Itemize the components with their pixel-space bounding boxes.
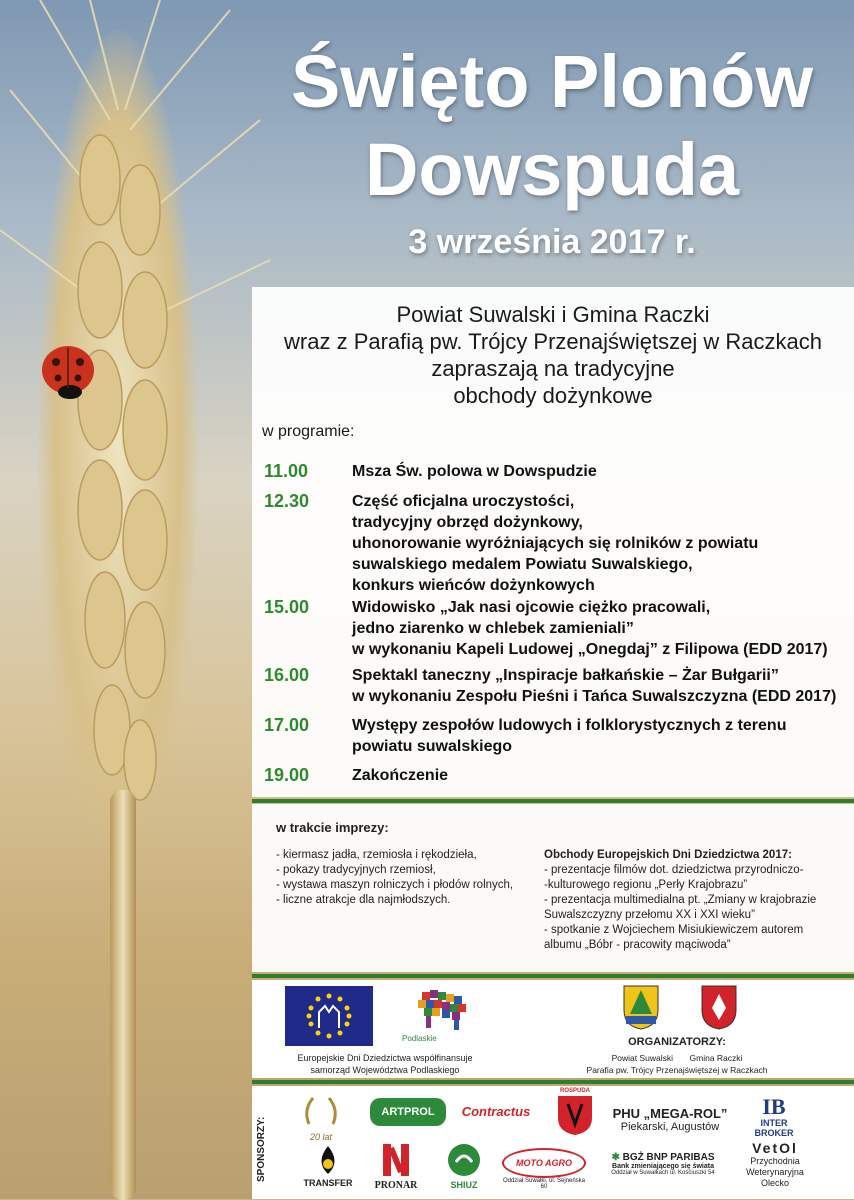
list-item: - liczne atrakcje dla najmłodszych. (276, 894, 451, 906)
program-line: Występy zespołów ludowych i folklorystycznych z terenu (352, 717, 787, 734)
list-item: - pokazy tradycyjnych rzemiosł, (276, 864, 436, 876)
eu-caption-line: Europejskie Dni Dziedzictwa współfinansuje (297, 1053, 473, 1063)
wheat-awns-illustration (0, 0, 280, 900)
vetol-sub: Olecko (760, 1178, 789, 1188)
bgz-star-icon: ✱ (611, 1152, 620, 1163)
bgz-sub: Bank zmieniającego się świata (612, 1163, 714, 1170)
intro-line: wraz z Parafią pw. Trójcy Przenajświętszej w Raczkach (284, 329, 822, 354)
contractus-text: Contractus (461, 1104, 531, 1119)
transfer-text: TRANSFER (303, 1178, 353, 1188)
wheat-stalk (110, 790, 136, 1200)
oil-drop-icon (313, 1144, 343, 1176)
heritage-days-list (544, 848, 850, 953)
program-time: 15.00 (264, 597, 310, 617)
jubilee-logo (296, 1094, 346, 1142)
event-title-line1: Święto Plonów (290, 40, 814, 123)
heritage-heading (544, 848, 850, 863)
program-time: 17.00 (264, 715, 310, 735)
shiuz-mark-icon (444, 1142, 484, 1178)
organizer-name: Powiat Suwalski (611, 1053, 673, 1063)
program-line: konkurs wieńców dożynkowych (352, 577, 595, 594)
organizer-name: Gmina Raczki (689, 1053, 743, 1063)
motoagro-text: MOTO AGRO (502, 1148, 586, 1178)
eu-stars-icon (285, 986, 373, 1046)
list-item: - prezentacja multimedialna pt. „Zmiany w krajobrazie (544, 894, 817, 906)
program-desc (352, 597, 854, 660)
contractus-logo (456, 1104, 536, 1119)
program-line: Spektakl taneczny „Inspiracje bałkańskie – Żar Bułgarii” (352, 667, 779, 684)
program-line: w wykonaniu Zespołu Pieśni i Tańca Suwalszczyzna (EDD 2017) (352, 688, 837, 705)
bgz-text: BGŻ BNP PARIBAS (622, 1152, 715, 1163)
program-desc (352, 461, 854, 482)
eu-caption-line: samorząd Województwa Podlaskiego (310, 1065, 460, 1075)
organizers-names (552, 1052, 802, 1076)
motoagro-sub: Oddział Suwałki, ul. Sejneńska 60 (502, 1178, 586, 1190)
artprol-logo (370, 1098, 446, 1126)
list-item: - kiermasz jadła, rzemiosła i rękodzieła, (276, 849, 477, 861)
green-divider (252, 974, 854, 978)
program-line: suwalskiego medalem Powiatu Suwalskiego, (352, 556, 693, 573)
bgz-logo (600, 1152, 726, 1176)
event-date: 3 września 2017 r. (408, 223, 696, 261)
interbroker-logo (740, 1096, 808, 1138)
list-item: albumu „Bóbr - pracowity mąciwoda” (544, 939, 731, 951)
list-item: Suwalszczyzny przełomu XX i XXI wieku” (544, 909, 755, 921)
interbroker-text: INTER BROKER (754, 1118, 794, 1138)
event-title-line2: Dowspuda (364, 128, 740, 211)
artprol-text: ARTPROL (370, 1098, 446, 1126)
vetol-sub: Weterynaryjna (746, 1167, 804, 1177)
rospuda-text: ROSPUDA (559, 1088, 590, 1094)
organizer-name: Parafia pw. Trójcy Przenajświętszej w Raczkach (586, 1065, 768, 1075)
vetol-logo (742, 1140, 808, 1189)
list-item: - wystawa maszyn rolniczych i płodów rolnych, (276, 879, 514, 891)
rospuda-crest-icon (556, 1094, 594, 1136)
laurel-icon (301, 1094, 341, 1130)
program-line: Część oficjalna uroczystości, (352, 493, 575, 510)
program-line: jedno ziarenko w chlebek zamieniali” (352, 620, 634, 637)
vetol-sub: Przychodnia (750, 1156, 800, 1166)
bgz-row (600, 1152, 726, 1163)
program-line: Zakończenie (352, 767, 449, 784)
program-line: uhonorowanie wyróżniających się rolników z powiatu (352, 535, 759, 552)
organizers-heading: ORGANIZATORZY: (628, 1036, 726, 1048)
program-line: tradycyjny obrzęd dożynkowy, (352, 514, 583, 531)
list-item: -kulturowego regionu „Perły Krajobrazu” (544, 879, 748, 891)
program-line: w wykonaniu Kapeli Ludowej „Onegdaj” z Filipowa (EDD 2017) (352, 641, 828, 658)
megarol-text: PHU „MEGA-ROL” (612, 1106, 728, 1121)
during-heading: w trakcie imprezy: (276, 820, 389, 835)
eu-caption (270, 1052, 500, 1076)
podlaskie-logo (402, 986, 482, 1046)
list-item: - spotkanie z Wojciechem Misiukiewiczem autorem (544, 924, 804, 936)
gmina-crest-icon (700, 984, 738, 1030)
program-time: 12.30 (264, 491, 310, 511)
intro-line: obchody dożynkowe (453, 383, 653, 408)
sponsors-label: SPONSORZY: (256, 1116, 267, 1182)
list-item: - prezentacje filmów dot. dziedzictwa przyrodniczo- (544, 864, 804, 876)
attractions-list (276, 848, 546, 908)
program-desc (352, 765, 854, 786)
sponsors-section (252, 1086, 854, 1199)
program-desc (352, 665, 854, 707)
heritage-heading-text: Obchody Europejskich Dni Dziedzictwa 2017: (544, 849, 792, 861)
green-divider (252, 1080, 854, 1084)
invitation-text (252, 301, 854, 409)
megarol-sub: Piekarski, Augustów (620, 1121, 720, 1133)
program-time: 16.00 (264, 665, 310, 685)
shiuz-text: SHIUZ (450, 1180, 478, 1190)
program-time: 11.00 (264, 461, 309, 481)
transfer-logo (302, 1144, 354, 1188)
megarol-logo (610, 1106, 730, 1133)
podlaskie-label: Podlaskie (402, 1034, 437, 1043)
program-line: Widowisko „Jak nasi ojcowie ciężko pracowali, (352, 599, 711, 616)
organizers-section (252, 980, 854, 1078)
eu-heritage-logo (285, 986, 373, 1046)
motoagro-logo (502, 1148, 586, 1190)
bison-icon (402, 986, 482, 1032)
program-label: w programie: (262, 423, 355, 440)
program-panel (252, 287, 854, 797)
ladybug-icon (40, 340, 96, 400)
ib-mark: IB (762, 1094, 786, 1119)
pronar-mark-icon (379, 1142, 413, 1178)
powiat-crest-icon (622, 984, 660, 1030)
vetol-text: VetOl (752, 1140, 798, 1156)
program-desc (352, 715, 854, 757)
program-line: Msza Św. polowa w Dowspudzie (352, 463, 597, 480)
shiuz-logo (436, 1142, 492, 1190)
pronar-logo (368, 1142, 424, 1191)
intro-line: zapraszają na tradycyjne (431, 356, 675, 381)
bgz-sub2: Oddział w Suwałkach ul. Kościuszki 54 (611, 1170, 715, 1176)
program-line: powiatu suwalskiego (352, 738, 513, 755)
green-divider (252, 799, 854, 803)
pronar-text: PRONAR (374, 1180, 418, 1191)
program-desc (352, 491, 854, 596)
jubilee-text: 20 lat (309, 1132, 333, 1142)
organizer-row (552, 1052, 802, 1064)
rospuda-logo (552, 1088, 598, 1138)
during-event-panel (252, 804, 854, 972)
program-time: 19.00 (264, 765, 310, 785)
intro-line: Powiat Suwalski i Gmina Raczki (396, 302, 710, 327)
